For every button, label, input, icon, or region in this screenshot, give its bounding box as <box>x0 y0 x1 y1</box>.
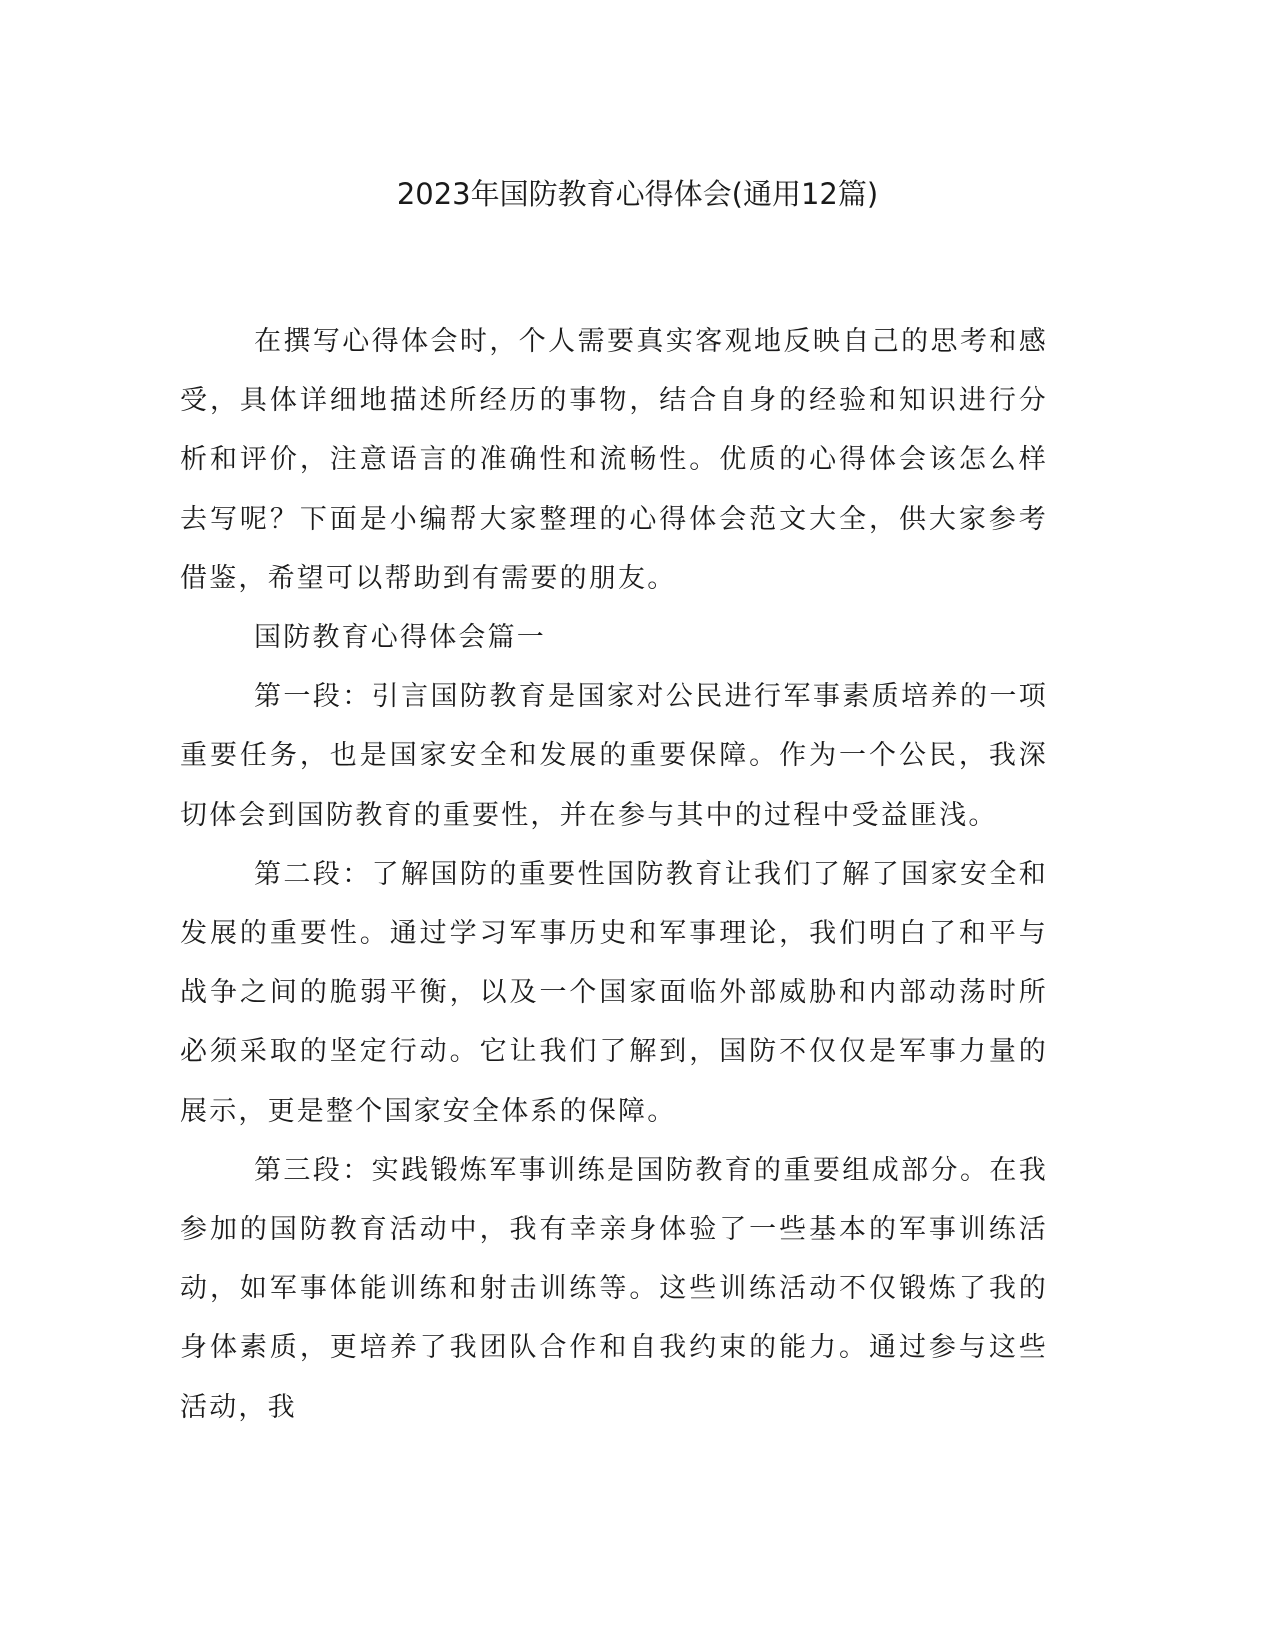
paragraph-section-3: 第三段：实践锻炼军事训练是国防教育的重要组成部分。在我参加的国防教育活动中，我有幸亲身体验了一些基本的军事训练活动，如军事体能训练和射击训练等。这些训练活动不仅锻炼了我的身体素质，更培养了我团队合作和自我约束的能力。通过参与这些活动，我 <box>180 1154 1048 1423</box>
document-body <box>180 312 1048 1437</box>
document-title: 2023年国防教育心得体会(通用12篇) <box>396 177 879 211</box>
section-heading: 国防教育心得体会篇一 <box>254 622 546 654</box>
paragraph-section-2: 第二段：了解国防的重要性国防教育让我们了解了国家安全和发展的重要性。通过学习军事历史和军事理论，我们明白了和平与战争之间的脆弱平衡，以及一个国家面临外部威胁和内部动荡时所必须采取的坚定行动。它让我们了解到，国防不仅仅是军事力量的展示，更是整个国家安全体系的保障。 <box>180 858 1048 1127</box>
paragraph-section-1: 第一段：引言国防教育是国家对公民进行军事素质培养的一项重要任务，也是国家安全和发展的重要保障。作为一个公民，我深切体会到国防教育的重要性，并在参与其中的过程中受益匪浅。 <box>180 681 1048 831</box>
intro-paragraph: 在撰写心得体会时，个人需要真实客观地反映自己的思考和感受，具体详细地描述所经历的事物，结合自身的经验和知识进行分析和评价，注意语言的准确性和流畅性。优质的心得体会该怎么样去写呢？下面是小编帮大家整理的心得体会范文大全，供大家参考借鉴，希望可以帮助到有需要的朋友。 <box>180 326 1048 594</box>
